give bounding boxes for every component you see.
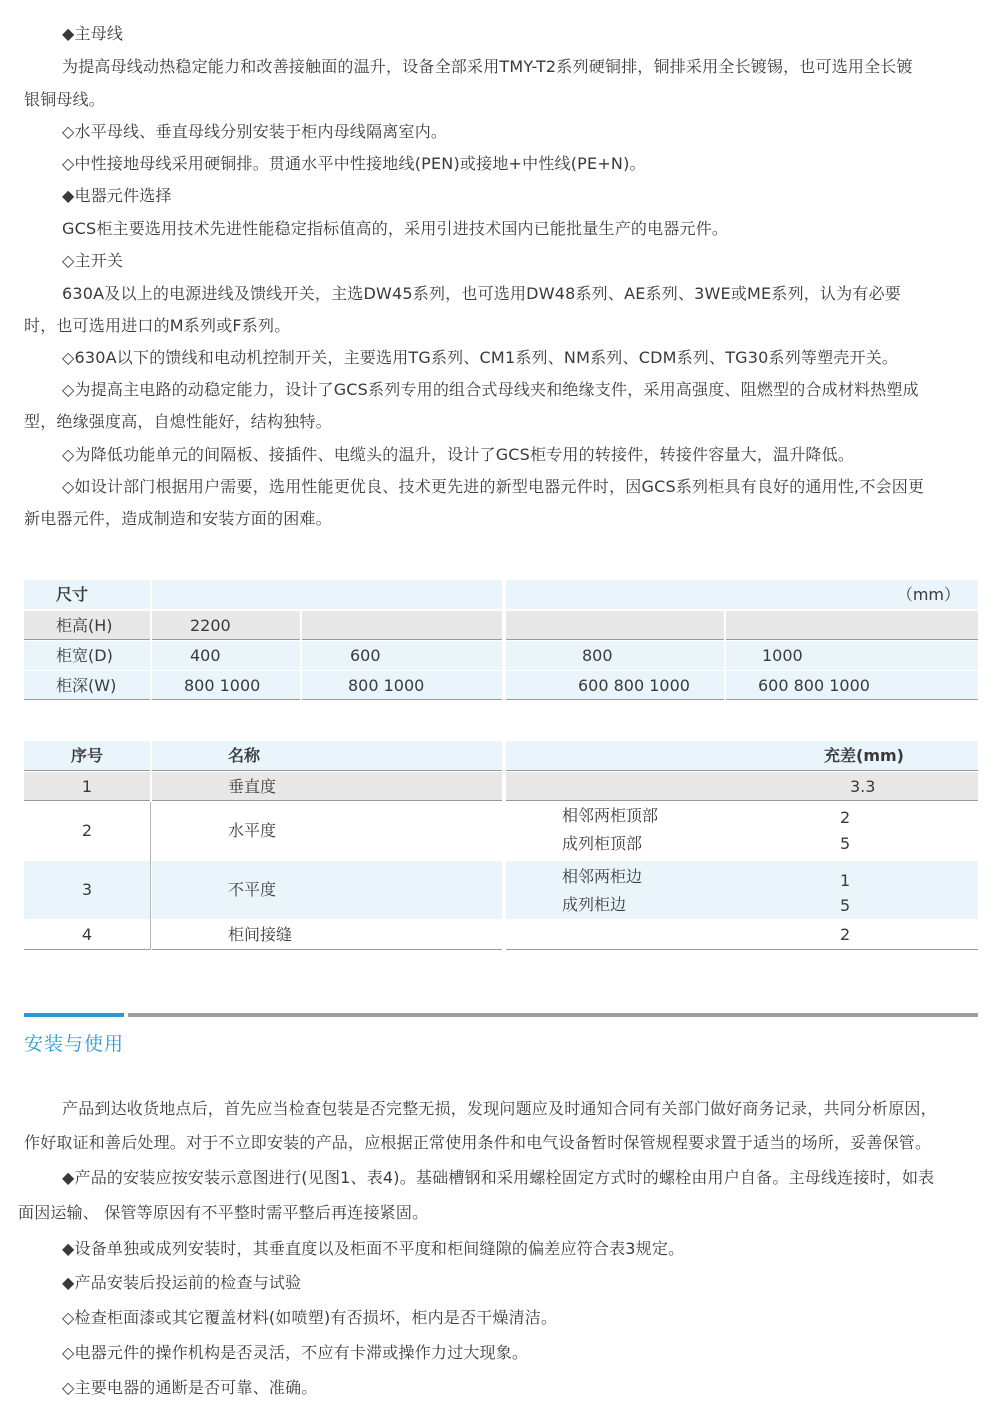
blank-cell [726,611,978,640]
depth-value: 800 1000 [302,671,502,700]
sub-item: 成列柜边 [562,895,627,914]
depth-value: 800 1000 [152,671,300,700]
table-header-blank [152,580,502,609]
row-no: 3 [24,861,150,919]
row-label-width: 柜宽(D) [24,641,150,670]
table-unit: （mm） [506,580,978,609]
row-no: 1 [24,772,150,801]
paragraph-line: 630A及以上的电源进线及馈线开关，主选DW45系列，也可选用DW48系列、AE系列、3WE或ME系列，认为有必要 [62,284,901,303]
row-no: 4 [24,920,150,950]
paragraph-line: ◇主要电器的通断是否可靠、准确。 [62,1378,318,1397]
row-name: 垂直度 [152,772,502,801]
sub-value: 2 [840,808,851,827]
header-tolerance: 充差(mm) [506,741,978,771]
section-bar-line [128,1013,978,1017]
paragraph-line: ◇中性接地母线采用硬铜排。贯通水平中性接地线(PEN)或接地+中性线(PE+N)。 [62,154,646,173]
paragraph-line: ◇为降低功能单元的间隔板、接插件、电缆头的温升，设计了GCS柜专用的转接件，转接件容量大，温升降低。 [62,445,855,464]
paragraph-line: 产品到达收货地点后，首先应当检查包装是否完整无损，发现问题应及时通知合同有关部门做好商务记录，共同分析原因， [62,1099,937,1118]
sub-item: 相邻两柜边 [562,867,643,886]
blank-cell [302,611,502,640]
heading-main-switch: ◇主开关 [62,251,124,270]
header-name: 名称 [152,741,502,771]
table-header-size: 尺寸 [24,580,150,609]
paragraph-line: ◇检查柜面漆或其它覆盖材料(如喷塑)有否损坏，柜内是否干燥清洁。 [62,1308,558,1327]
column-divider [502,741,506,950]
row-name: 柜间接缝 [152,920,502,950]
sub-value: 5 [840,834,851,853]
depth-value: 600 800 1000 [506,671,724,700]
sub-value: 1 [840,871,851,890]
paragraph-line: ◇为提高主电路的动稳定能力，设计了GCS系列专用的组合式母线夹和绝缘支件，采用高强度、阻燃型的合成材料热塑成 [62,380,919,399]
paragraph-line: 型，绝缘强度高，自熄性能好，结构独特。 [24,412,332,431]
row-label-height: 柜高(H) [24,611,150,640]
paragraph-line: ◇水平母线、垂直母线分别安装于柜内母线隔离室内。 [62,122,448,141]
row-name: 不平度 [152,861,502,919]
heading-component-selection: ◆电器元件选择 [62,186,172,205]
heading-pre-operation-check: ◆产品安装后投运前的检查与试验 [62,1273,302,1292]
paragraph-line: ◆设备单独或成列安装时，其垂直度以及柜面不平度和柜间缝隙的偏差应符合表3规定。 [62,1239,685,1258]
header-no: 序号 [24,741,150,771]
row-no: 2 [81,821,93,840]
paragraph-line: ◇电器元件的操作机构是否灵活，不应有卡滞或操作力过大现象。 [62,1343,529,1362]
blank-cell [506,611,724,640]
paragraph-line: 时，也可选用进口的M系列或F系列。 [24,316,291,335]
row-value: 3.3 [506,772,978,801]
width-value: 400 [152,641,300,670]
paragraph-line: 作好取证和善后处理。对于不立即安装的产品，应根据正常使用条件和电气设备暂时保管规程要求置于适当的场所，妥善保管。 [24,1133,932,1152]
paragraph-line: 新电器元件，造成制造和安装方面的困难。 [24,509,332,528]
section-title: 安装与使用 [24,1033,125,1055]
sub-value: 5 [840,896,851,915]
paragraph-line: ◆产品的安装应按安装示意图进行(见图1、表4)。基础槽钢和采用螺栓固定方式时的螺栓由用户自备。主母线连接时，如表 [62,1168,935,1187]
heading-main-busbar: ◆主母线 [62,24,124,43]
paragraph-line: 面因运输、 保管等原因有不平整时需平整后再连接紧固。 [18,1203,429,1222]
row-name: 水平度 [228,821,277,840]
paragraph-line: ◇630A以下的馈线和电动机控制开关，主要选用TG系列、CM1系列、NM系列、CDM系列、TG30系列等塑壳开关。 [62,348,899,367]
sub-item: 相邻两柜顶部 [562,806,659,825]
width-value: 600 [302,641,502,670]
paragraph-line: ◇如设计部门根据用户需要，选用性能更优良、技术更先进的新型电器元件时，因GCS系列柜具有良好的通用性,不会因更 [62,477,925,496]
depth-value: 600 800 1000 [726,671,978,700]
paragraph-line: 为提高母线动热稳定能力和改善接触面的温升，设备全部采用TMY-T2系列硬铜排，铜排采用全长镀锡，也可选用全长镀 [62,57,913,76]
column-divider [150,802,151,950]
width-value: 800 [506,641,724,670]
height-value: 2200 [152,611,300,640]
paragraph-line: GCS柜主要选用技术先进性能稳定指标值高的，采用引进技术国内已能批量生产的电器元件。 [62,219,729,238]
row-value: 2 [506,920,978,950]
sub-item: 成列柜顶部 [562,834,643,853]
width-value: 1000 [726,641,978,670]
section-bar-accent [24,1013,124,1017]
paragraph-line: 银铜母线。 [24,90,106,109]
row-label-depth: 柜深(W) [24,671,150,700]
